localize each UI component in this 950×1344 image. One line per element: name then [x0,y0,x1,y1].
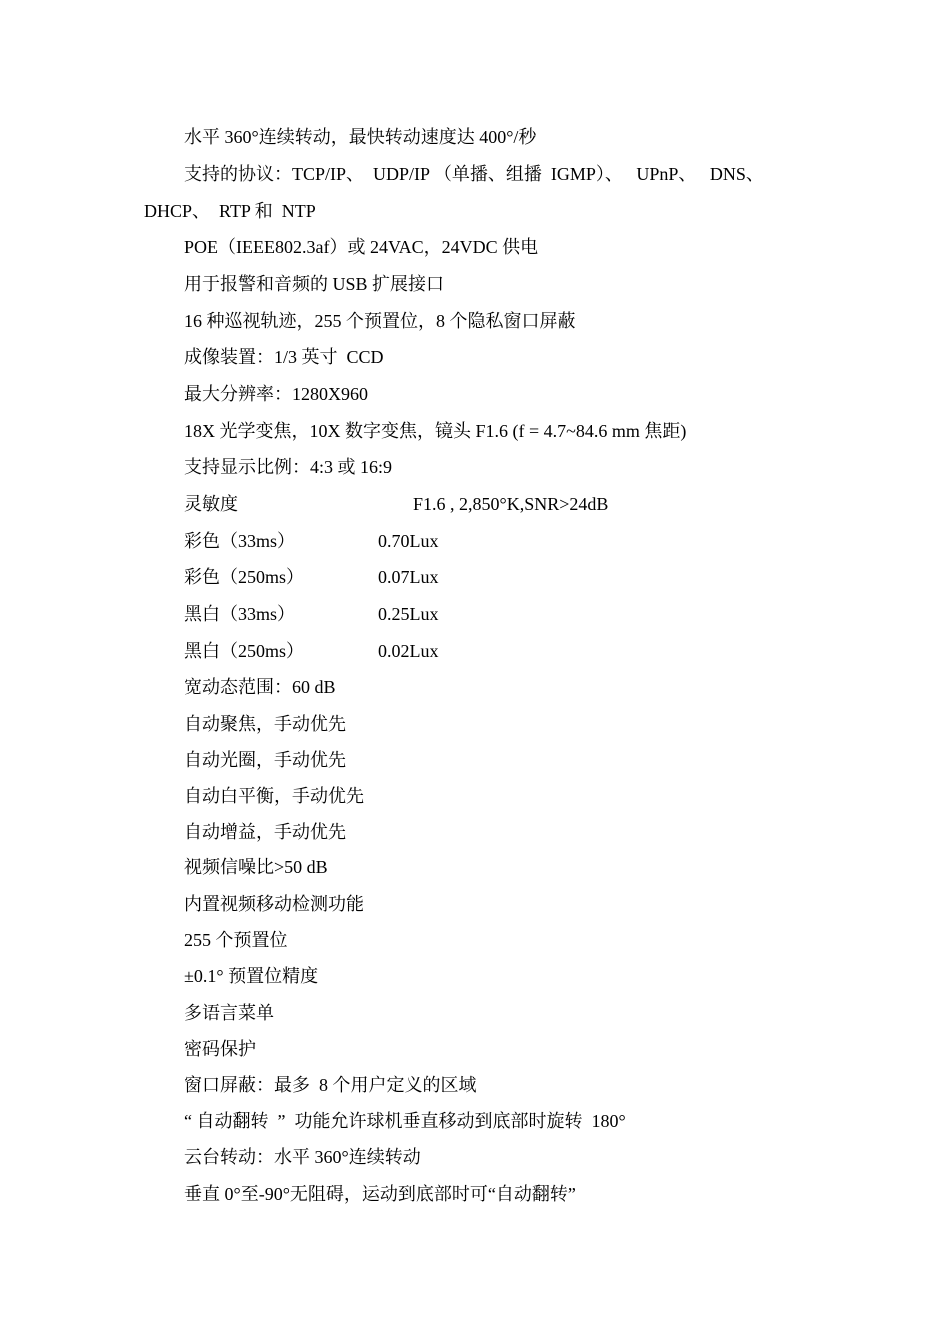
spec-line-menu: 多语言菜单 [184,1003,274,1023]
spec-line-wdr: 宽动态范围：60 dB [184,677,336,697]
spec-line-pan: 水平 360°连续转动，最快转动速度达 400°/秒 [184,127,537,147]
spec-line-imager: 成像装置：1/3 英寸 CCD [184,347,384,367]
spec-line-autofocus: 自动聚焦，手动优先 [184,714,346,734]
spec-line-snr: 视频信噪比>50 dB [184,857,328,877]
spec-line-autoiris: 自动光圈，手动优先 [184,750,346,770]
spec-line-awb: 自动白平衡，手动优先 [184,786,364,806]
spec-line-ptz-pan: 云台转动：水平 360°连续转动 [184,1147,421,1167]
sensitivity-row-value: 0.25Lux [378,604,439,624]
spec-line-agc: 自动增益，手动优先 [184,822,346,842]
spec-line-tours: 16 种巡视轨迹，255 个预置位，8 个隐私窗口屏蔽 [184,311,576,331]
spec-line-protocols: 支持的协议：TCP/IP、 UDP/IP （单播、组播 IGMP）、 UPnP、 DNS、 [184,164,764,184]
sensitivity-row-label: 黑白（33ms） [184,604,296,624]
spec-line-aspect: 支持显示比例：4:3 或 16:9 [184,457,393,477]
spec-line-protocols-cont: DHCP、 RTP 和 NTP [144,201,316,221]
sensitivity-row-value: 0.07Lux [378,567,439,587]
spec-line-accuracy: ±0.1° 预置位精度 [184,966,319,986]
spec-line-masking: 窗口屏蔽：最多 8 个用户定义的区域 [184,1075,477,1095]
sensitivity-value: F1.6 , 2,850°K,SNR>24dB [413,494,609,514]
spec-line-ptz-tilt: 垂直 0°至-90°无阻碍，运动到底部时可“自动翻转” [184,1184,576,1204]
sensitivity-row-value: 0.02Lux [378,641,439,661]
sensitivity-row-label: 彩色（250ms） [184,567,305,587]
spec-line-resolution: 最大分辨率：1280X960 [184,384,368,404]
spec-line-zoom: 18X 光学变焦，10X 数字变焦，镜头 F1.6 (f = 4.7~84.6 mm 焦距) [184,421,687,441]
spec-line-power: POE（IEEE802.3af）或 24VAC，24VDC 供电 [184,237,539,257]
spec-line-presets: 255 个预置位 [184,930,288,950]
spec-line-usb: 用于报警和音频的 USB 扩展接口 [184,274,445,294]
spec-line-autoflip: “ 自动翻转 ” 功能允许球机垂直移动到底部时旋转 180° [184,1111,626,1131]
sensitivity-row-label: 彩色（33ms） [184,531,296,551]
sensitivity-row-value: 0.70Lux [378,531,439,551]
sensitivity-row-label: 黑白（250ms） [184,641,305,661]
sensitivity-label: 灵敏度 [184,494,238,514]
spec-line-motion: 内置视频移动检测功能 [184,894,364,914]
spec-line-password: 密码保护 [184,1039,256,1059]
